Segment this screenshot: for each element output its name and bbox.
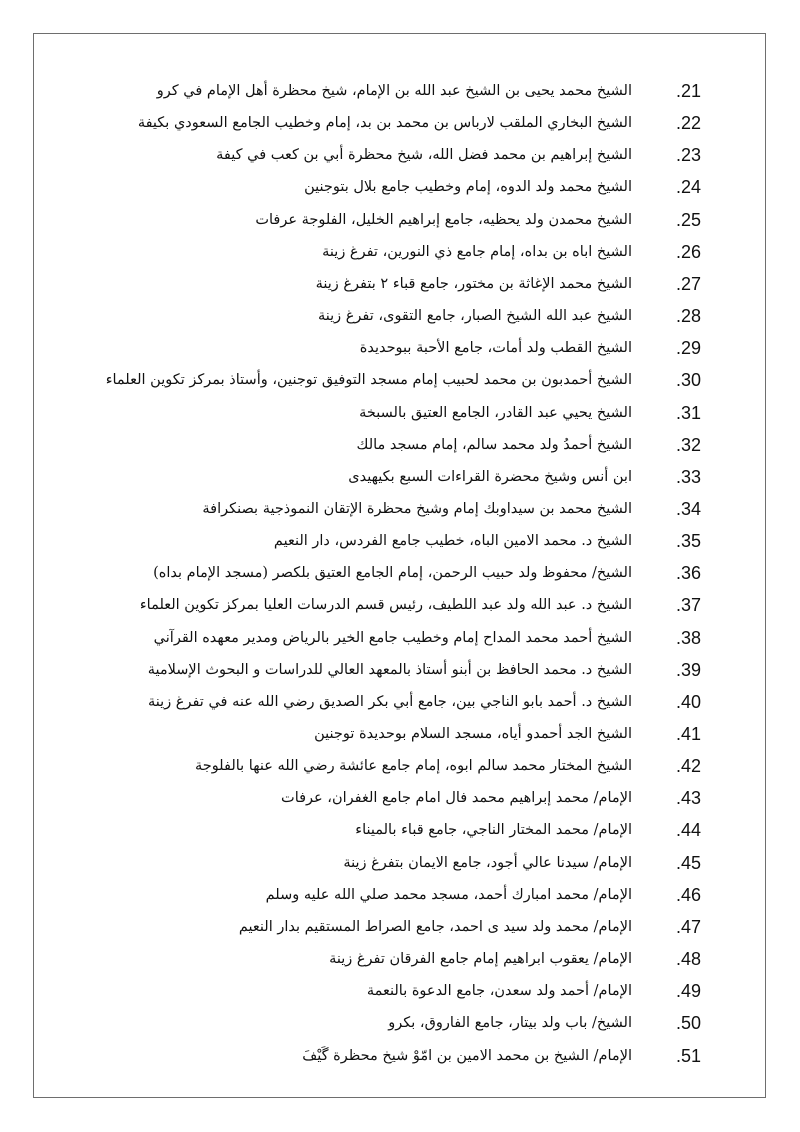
list-item [0, 976, 800, 1006]
list-item [0, 590, 800, 620]
list-item [0, 815, 800, 845]
item-text: الشيخ محمدن ولد يحظيه، جامع إبراهيم الخليل، الفلوجة عرفات [255, 211, 632, 228]
item-number: .40 [676, 691, 702, 712]
item-number: .21 [676, 81, 702, 101]
item-number: .33 [676, 466, 702, 487]
list-item [0, 494, 800, 524]
item-number: .42 [676, 756, 702, 777]
item-text: الشيخ د. عبد الله ولد عبد اللطيف، رئيس قسم الدرسات العليا بمركز تكوين العلماء [139, 597, 632, 614]
item-number: .46 [676, 884, 702, 905]
item-text: الشيخ محمد بن سيداوبك إمام وشيخ محظرة الإتقان النموذجية بصنكرافة [202, 500, 632, 517]
list-item [0, 623, 800, 653]
list-item [0, 398, 800, 428]
item-text: الشيخ أحمدُ ولد محمد سالم، إمام مسجد مالك [356, 436, 632, 453]
item-number: .37 [676, 595, 702, 616]
item-text: الإمام/ محمد امبارك أحمد، مسجد محمد صلي الله عليه وسلم [265, 886, 632, 903]
item-number: .50 [676, 1013, 702, 1034]
item-text: الشيخ محمد يحيى بن الشيخ عبد الله بن الإمام، شيخ محظرة أهل الإمام في كرو [156, 83, 632, 99]
list-item [0, 687, 800, 717]
list-item [0, 783, 800, 813]
list-item [0, 1041, 800, 1071]
item-number: .29 [676, 338, 702, 359]
list-item [0, 558, 800, 588]
list-item [0, 462, 800, 492]
item-number: .32 [676, 434, 702, 455]
item-text: الشيخ إبراهيم بن محمد فضل الله، شيخ محظرة أبي بن كعب في كيفة [216, 147, 632, 164]
list-item [0, 365, 800, 395]
list-item [0, 76, 800, 106]
list-item [0, 430, 800, 460]
item-text: الشيخ أحمدبون بن محمد لحبيب إمام مسجد التوفيق توجنين، وأستاذ بمركز تكوين العلماء [105, 372, 632, 389]
item-text: الإمام/ سيدنا عالي أجود، جامع الايمان بتفرغ زينة [343, 854, 632, 871]
list-item [0, 237, 800, 267]
list-item [0, 205, 800, 235]
item-text: الشيخ محمد الإغاثة بن مختور، جامع قباء ٢ بتفرغ زينة [315, 275, 632, 292]
item-number: .41 [676, 724, 702, 744]
item-number: .45 [676, 852, 702, 873]
item-number: .23 [676, 145, 702, 166]
item-number: .51 [676, 1045, 702, 1066]
item-number: .22 [676, 113, 702, 134]
item-text: الإمام/ أحمد ولد سعدن، جامع الدعوة بالنعمة [366, 983, 632, 1000]
item-text: الشيخ الجد أحمدو أياه، مسجد السلام بوحديدة توجنين [314, 726, 632, 742]
item-text: الإمام/ يعقوب ابراهيم إمام جامع الفرقان تفرغ زينة [329, 951, 632, 968]
item-text: الشيخ/ محفوظ ولد حبيب الرحمن، إمام الجامع العتيق بلكصر (مسجد الإمام بداه) [153, 565, 632, 582]
item-number: .31 [676, 402, 702, 423]
item-text: الشيخ/ باب ولد بيتار، جامع الفاروق، بكرو [388, 1015, 632, 1032]
item-text: الشيخ محمد ولد الدوه، إمام وخطيب جامع بلال بتوجنين [304, 179, 632, 196]
item-text: الشيخ د. محمد الحافظ بن أبنو أستاذ بالمعهد العالي للدراسات و البحوث الإسلامية [147, 661, 632, 678]
item-number: .48 [676, 949, 702, 970]
item-number: .44 [676, 820, 702, 841]
list-item [0, 880, 800, 910]
item-text: الإمام/ محمد إبراهيم محمد فال امام جامع الغفران، عرفات [281, 790, 632, 807]
item-number: .24 [676, 177, 702, 198]
item-text: الشيخ أحمد محمد المداح إمام وخطيب جامع الخير بالرياض ومدير معهده القرآني [153, 629, 632, 646]
list-item [0, 526, 800, 556]
item-number: .38 [676, 627, 702, 648]
item-text: ابن أنس وشيخ محضرة القراءات السبع بكيهيدى [348, 468, 632, 485]
item-number: .30 [676, 370, 702, 391]
list-item [0, 912, 800, 942]
list-item [0, 719, 800, 749]
list-item [0, 108, 800, 138]
item-text: الإمام/ محمد المختار الناجي، جامع قباء بالميناء [355, 822, 632, 839]
list-item [0, 333, 800, 363]
item-number: .49 [676, 981, 702, 1002]
item-number: .43 [676, 788, 702, 809]
item-number: .27 [676, 273, 702, 294]
list-item [0, 1008, 800, 1038]
list-item [0, 301, 800, 331]
list-item [0, 944, 800, 974]
item-text: الشيخ عبد الله الشيخ الصبار، جامع التقوى، تفرغ زينة [317, 308, 632, 325]
item-text: الشيخ يحيي عبد القادر، الجامع العتيق بالسبخة [359, 404, 632, 421]
item-text: الشيخ البخاري الملقب لارباس بن محمد بن بد، إمام وخطيب الجامع السعودي بكيفة [137, 115, 632, 132]
item-number: .34 [676, 498, 702, 519]
item-text: الشيخ اباه بن بداه، إمام جامع ذي النورين، تفرغ زينة [322, 243, 632, 260]
item-text: الشيخ القطب ولد أمات، جامع الأحبة ببوحديدة [359, 340, 632, 357]
list-item [0, 140, 800, 170]
item-number: .47 [676, 916, 702, 937]
item-text: الشيخ د. أحمد بابو الناجي بين، جامع أبي بكر الصديق رضي الله عنه في تفرغ زينة [148, 693, 632, 710]
item-number: .25 [676, 209, 702, 230]
item-number: .36 [676, 563, 702, 584]
list-item [0, 269, 800, 299]
item-text: الإمام/ محمد ولد سيد ى احمد، جامع الصراط المستقيم بدار النعيم [238, 918, 632, 935]
item-text: الشيخ د. محمد الامين الباه، خطيب جامع الفردس، دار النعيم [273, 533, 632, 550]
item-text: الإمام/ الشيخ بن محمد الامين بن امّوْ شيخ محظرة گَيْفَ [302, 1047, 632, 1064]
item-number: .28 [676, 306, 702, 327]
item-text: الشيخ المختار محمد سالم ابوه، إمام جامع عائشة رضي الله عنها بالفلوجة [194, 758, 632, 775]
list-item [0, 848, 800, 878]
list-item [0, 751, 800, 781]
item-number: .35 [676, 531, 702, 552]
list-item [0, 172, 800, 202]
item-number: .39 [676, 659, 702, 680]
list-item [0, 655, 800, 685]
item-number: .26 [676, 241, 702, 262]
